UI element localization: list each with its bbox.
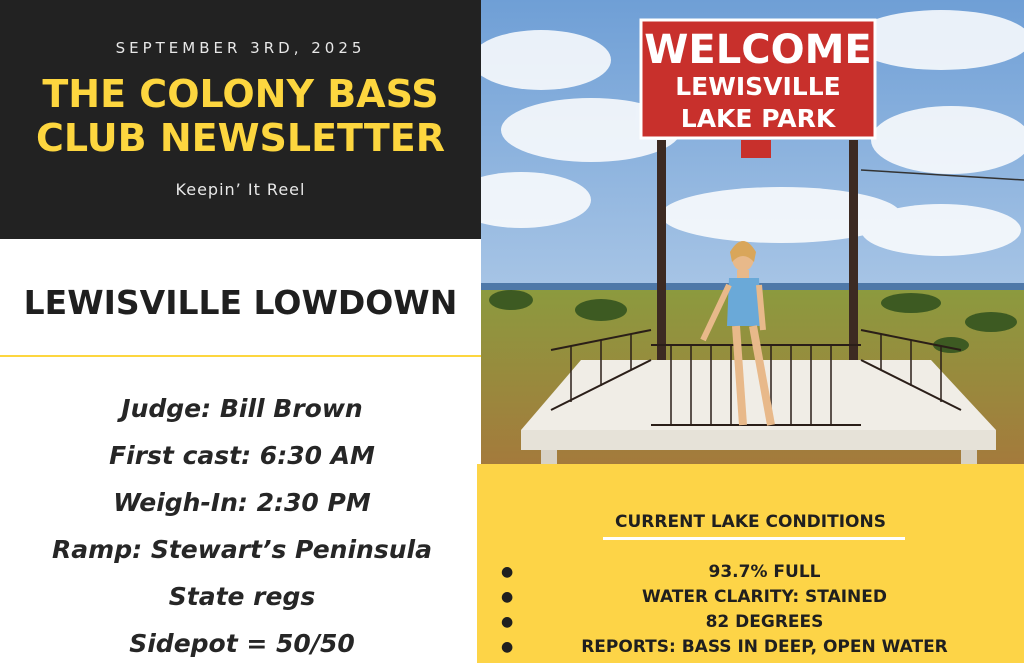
sign-line-2: LEWISVILLE (675, 72, 841, 101)
title-underline (603, 537, 905, 540)
tagline: Keepin’ It Reel (175, 180, 306, 199)
title-line-1: THE COLONY BASS (42, 72, 439, 116)
bullet-icon: ● (501, 564, 514, 580)
detail-first-cast: First cast: 6:30 AM (109, 441, 375, 470)
detail-sidepot: Sidepot = 50/50 (129, 629, 355, 658)
condition-item: ● 93.7% FULL (477, 560, 1024, 585)
section-heading: LEWISVILLE LOWDOWN (23, 283, 458, 322)
condition-item: ● REPORTS: BASS IN DEEP, OPEN WATER (477, 635, 1024, 660)
lake-conditions-list (477, 560, 1024, 660)
tournament-details (0, 385, 484, 667)
section-divider (0, 355, 481, 357)
bullet-icon: ● (501, 639, 514, 655)
bullet-icon: ● (501, 614, 514, 630)
lake-conditions-title: CURRENT LAKE CONDITIONS (615, 512, 886, 532)
detail-judge: Judge: Bill Brown (121, 394, 363, 423)
lewisville-lake-photo (481, 0, 1024, 493)
bullet-icon: ● (501, 589, 514, 605)
title-line-2: CLUB NEWSLETTER (36, 116, 445, 160)
detail-regs: State regs (168, 582, 316, 611)
newsletter-title (0, 72, 481, 160)
newsletter-header (0, 0, 481, 239)
condition-item: ● WATER CLARITY: STAINED (477, 585, 1024, 610)
detail-ramp: Ramp: Stewart’s Peninsula (52, 535, 432, 564)
issue-date: SEPTEMBER 3RD, 2025 (115, 39, 366, 57)
lake-conditions-panel (477, 464, 1024, 663)
sign-line-1: WELCOME (644, 27, 872, 73)
detail-weigh-in: Weigh-In: 2:30 PM (113, 488, 371, 517)
condition-item: ● 82 DEGREES (477, 610, 1024, 635)
sign-line-3: LAKE PARK (680, 104, 836, 133)
